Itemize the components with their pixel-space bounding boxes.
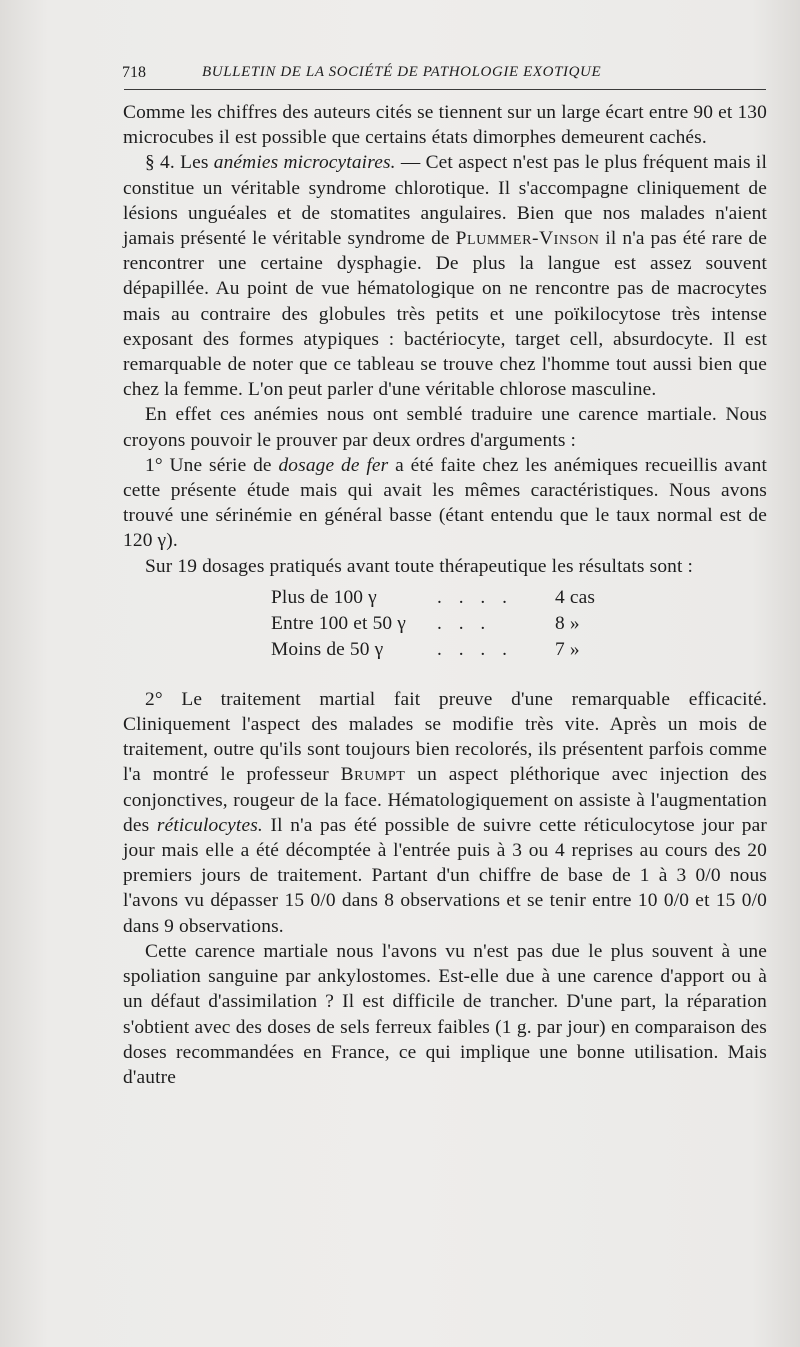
- paragraph-2: [123, 150, 767, 402]
- result-value: 4 cas: [555, 586, 596, 608]
- author-name-brumpt: Brumpt: [340, 764, 406, 786]
- article-body: [123, 100, 767, 1090]
- section-marker: § 4. Les: [145, 152, 214, 174]
- paragraph-7: Cette carence martiale nous l'avons vu n'est pas due le plus souvent à une spoliation sanguine par ankylostomes. Est-elle due à une carence d'apport ou à un défaut d'assimilation ? Il est difficile de trancher. D'une part, la réparation s'obtient avec des doses de sels ferreux faibles (1 g. par jour) en comparaison des doses recommandées en France, ce qui implique une bonne utilisation. Mais d'autre: [123, 940, 767, 1088]
- paragraph-3: En effet ces anémies nous ont semblé traduire une carence martiale. Nous croyons pouvoir le prouver par deux ordres d'arguments :: [123, 404, 767, 451]
- paragraph-2-text-a: — Cet aspect n'est pas le plus fréquent mais il constitue un véritable syndrome chlorotique. Il s'accompagne cliniquement de lésions unguéales et de stomatites angulaires. Bien que nos malades n'aient jamais présenté le véritable syndrome de: [123, 152, 767, 250]
- paragraph-4-text: a été faite chez les anémiques recueillis avant cette présente étude mais qui avait les mêmes caractéristiques. Nous avons trouvé une sérinémie en général basse (étant entendu que le taux normal est de 120 γ).: [123, 454, 767, 552]
- section-heading: anémies microcytaires.: [213, 152, 396, 174]
- leader-dots: . . . .: [437, 586, 513, 608]
- result-value: 8 »: [555, 612, 580, 634]
- paragraph-6-text-a: un aspect pléthorique avec injection des conjonctives, rougeur de la face. Hématologiquement on assiste à l'augmentation des: [123, 764, 767, 836]
- italic-term-reticulocytes: réticulocytes.: [156, 814, 263, 836]
- results-table: [271, 585, 635, 663]
- result-value: 7 »: [555, 638, 580, 660]
- paragraph-2-text-b: il n'a pas été rare de rencontrer une certaine dysphagie. De plus la langue est assez souvent dépapillée. Au point de vue hématologique on ne rencontre pas de macrocytes mais au contraire des globules très petits et une poïkilocytose très intense exposant des formes atypiques : bactériocyte, target cell, absurdocyte. Il est remarquable de noter que ce tableau se trouve chez l'homme tout aussi bien que chez la femme. L'on peut parler d'une véritable chlorose masculine.: [123, 228, 767, 401]
- result-label: Plus de 100 γ: [271, 586, 377, 608]
- table-row: [271, 637, 635, 663]
- result-label: Moins de 50 γ: [271, 638, 384, 660]
- header-rule: [124, 89, 766, 90]
- result-label: Entre 100 et 50 γ: [271, 612, 406, 634]
- leader-dots: . . .: [437, 612, 492, 634]
- paragraph-6-lead: 2° Le traitement martial fait preuve d'une remarquable efficacité. Cliniquement l'aspect des malades se modifie très vite. Après un mois de traitement, outre qu'ils sont toujours bien recolorés, ils présentent parfois comme l'a montré le professeur: [123, 688, 767, 786]
- page-number: 718: [122, 64, 146, 81]
- author-name-plummer-vinson: Plummer-Vinson: [455, 228, 600, 250]
- running-header: [122, 58, 766, 88]
- paragraph-6-text-b: Il n'a pas été possible de suivre cette réticulocytose jour par jour mais elle a été décomptée à l'entrée puis à 3 ou 4 reprises au cours des 20 premiers jours de traitement. Partant d'un chiffre de base de 1 à 3 0/0 nous l'avons vu dépasser 15 0/0 dans 8 observations et se tenir entre 10 0/0 et 15 0/0 dans 9 observations.: [123, 814, 768, 937]
- table-row: [271, 611, 635, 637]
- italic-term-dosage: dosage de fer: [278, 454, 389, 476]
- paragraph-5: Sur 19 dosages pratiqués avant toute thérapeutique les résultats sont :: [145, 555, 694, 577]
- table-row: [271, 585, 635, 611]
- paragraph-6: [123, 687, 767, 939]
- paragraph-4-lead: 1° Une série de: [145, 454, 279, 476]
- paragraph-4: [123, 453, 767, 554]
- paragraph-1: Comme les chiffres des auteurs cités se tiennent sur un large écart entre 90 et 130 microcubes il est possible que certains états dimorphes demeurent cachés.: [123, 102, 767, 149]
- running-title: BULLETIN DE LA SOCIÉTÉ DE PATHOLOGIE EXOTIQUE: [202, 64, 602, 80]
- leader-dots: . . . .: [437, 638, 513, 660]
